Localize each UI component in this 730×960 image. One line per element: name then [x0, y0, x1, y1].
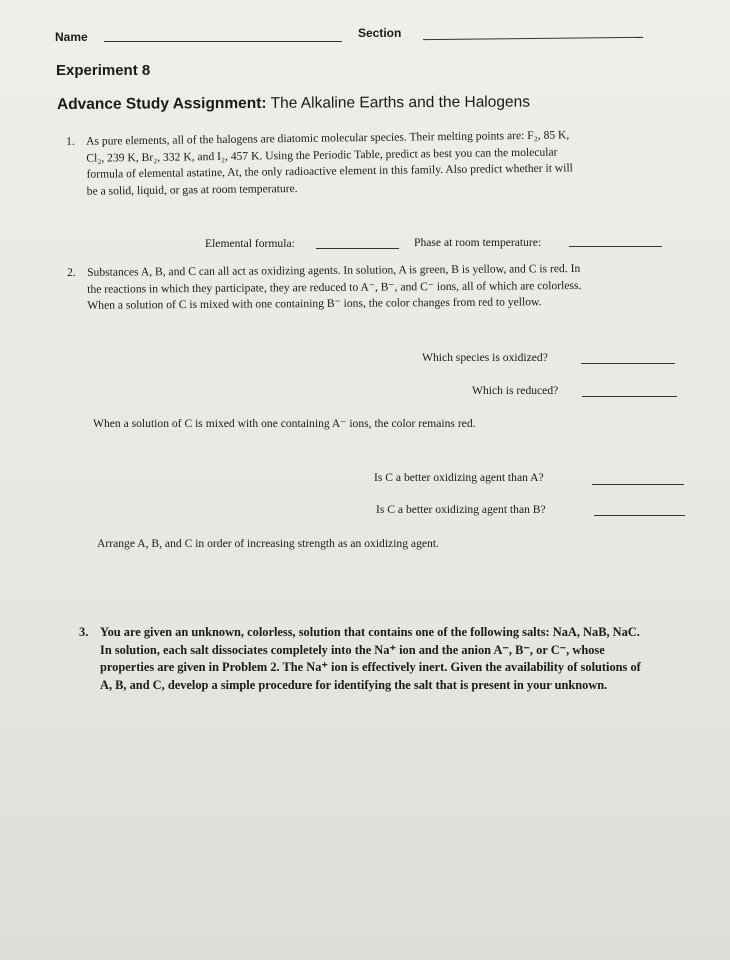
phase-label: Phase at room temperature: — [414, 236, 542, 249]
question-1-number: 1. — [66, 134, 75, 148]
question-3-line: A, B, and C, develop a simple procedure for identifying the salt that is present in your unknown. — [100, 677, 608, 692]
question-2-line: When a solution of C is mixed with one containing B⁻ ions, the color changes from red to yellow. — [87, 295, 542, 312]
phase-answer-field[interactable] — [569, 246, 662, 247]
question-2 — [67, 260, 677, 314]
experiment-heading: Experiment 8 — [56, 62, 151, 79]
name-field[interactable] — [104, 41, 342, 42]
name-label: Name — [55, 30, 88, 44]
oxidized-label: Which species is oxidized? — [422, 351, 548, 364]
arrange-label: Arrange A, B, and C in order of increasing strength as an oxidizing agent. — [97, 537, 439, 550]
question-2-number: 2. — [67, 265, 76, 279]
reduced-answer-field[interactable] — [582, 396, 677, 397]
oxidized-answer-field[interactable] — [581, 363, 675, 364]
question-1-line: Cl₂, 239 K, Br₂, 332 K, and I₂, 457 K. Using the Periodic Table, predict as best you can the molecular — [86, 145, 558, 165]
question-2-statement: When a solution of C is mixed with one containing A⁻ ions, the color remains red. — [93, 417, 476, 430]
question-3 — [79, 624, 691, 694]
question-1-line: formula of elemental astatine, At, the only radioactive element in this family. Also predict whether it will — [86, 161, 573, 181]
question-2-line: the reactions in which they participate, they are reduced to A⁻, B⁻, and C⁻ ions, all of which are colorless. — [87, 278, 582, 296]
question-1 — [66, 126, 667, 200]
section-label: Section — [358, 26, 402, 40]
section-field[interactable] — [423, 37, 643, 40]
question-1-line: be a solid, liquid, or gas at room temperature. — [86, 181, 298, 198]
better-than-b-answer-field[interactable] — [594, 515, 685, 516]
assignment-title — [57, 94, 530, 114]
better-than-a-answer-field[interactable] — [592, 484, 684, 485]
better-than-b-label: Is C a better oxidizing agent than B? — [376, 503, 546, 516]
question-1-line: As pure elements, all of the halogens are diatomic molecular species. Their melting points are: F₂, 85 K, — [86, 128, 570, 148]
question-3-line: You are given an unknown, colorless, solution that contains one of the following salts: NaA, NaB, NaC. — [100, 625, 640, 639]
better-than-a-label: Is C a better oxidizing agent than A? — [374, 471, 544, 484]
assignment-title-bold: Advance Study Assignment: — [56, 94, 267, 113]
question-3-line: properties are given in Problem 2. The Na⁺ ion is effectively inert. Given the availability of solutions of — [100, 660, 641, 674]
reduced-label: Which is reduced? — [472, 384, 559, 397]
question-3-number: 3. — [79, 625, 89, 639]
question-3-line: In solution, each salt dissociates completely into the Na⁺ ion and the anion A⁻, B⁻, or C⁻, whose — [100, 642, 605, 657]
question-2-line: Substances A, B, and C can all act as oxidizing agents. In solution, A is green, B is yellow, and C is red. In — [87, 261, 581, 279]
assignment-title-rest: The Alkaline Earths and the Halogens — [270, 93, 531, 112]
formula-answer-field[interactable] — [316, 248, 399, 249]
formula-label: Elemental formula: — [205, 237, 295, 250]
